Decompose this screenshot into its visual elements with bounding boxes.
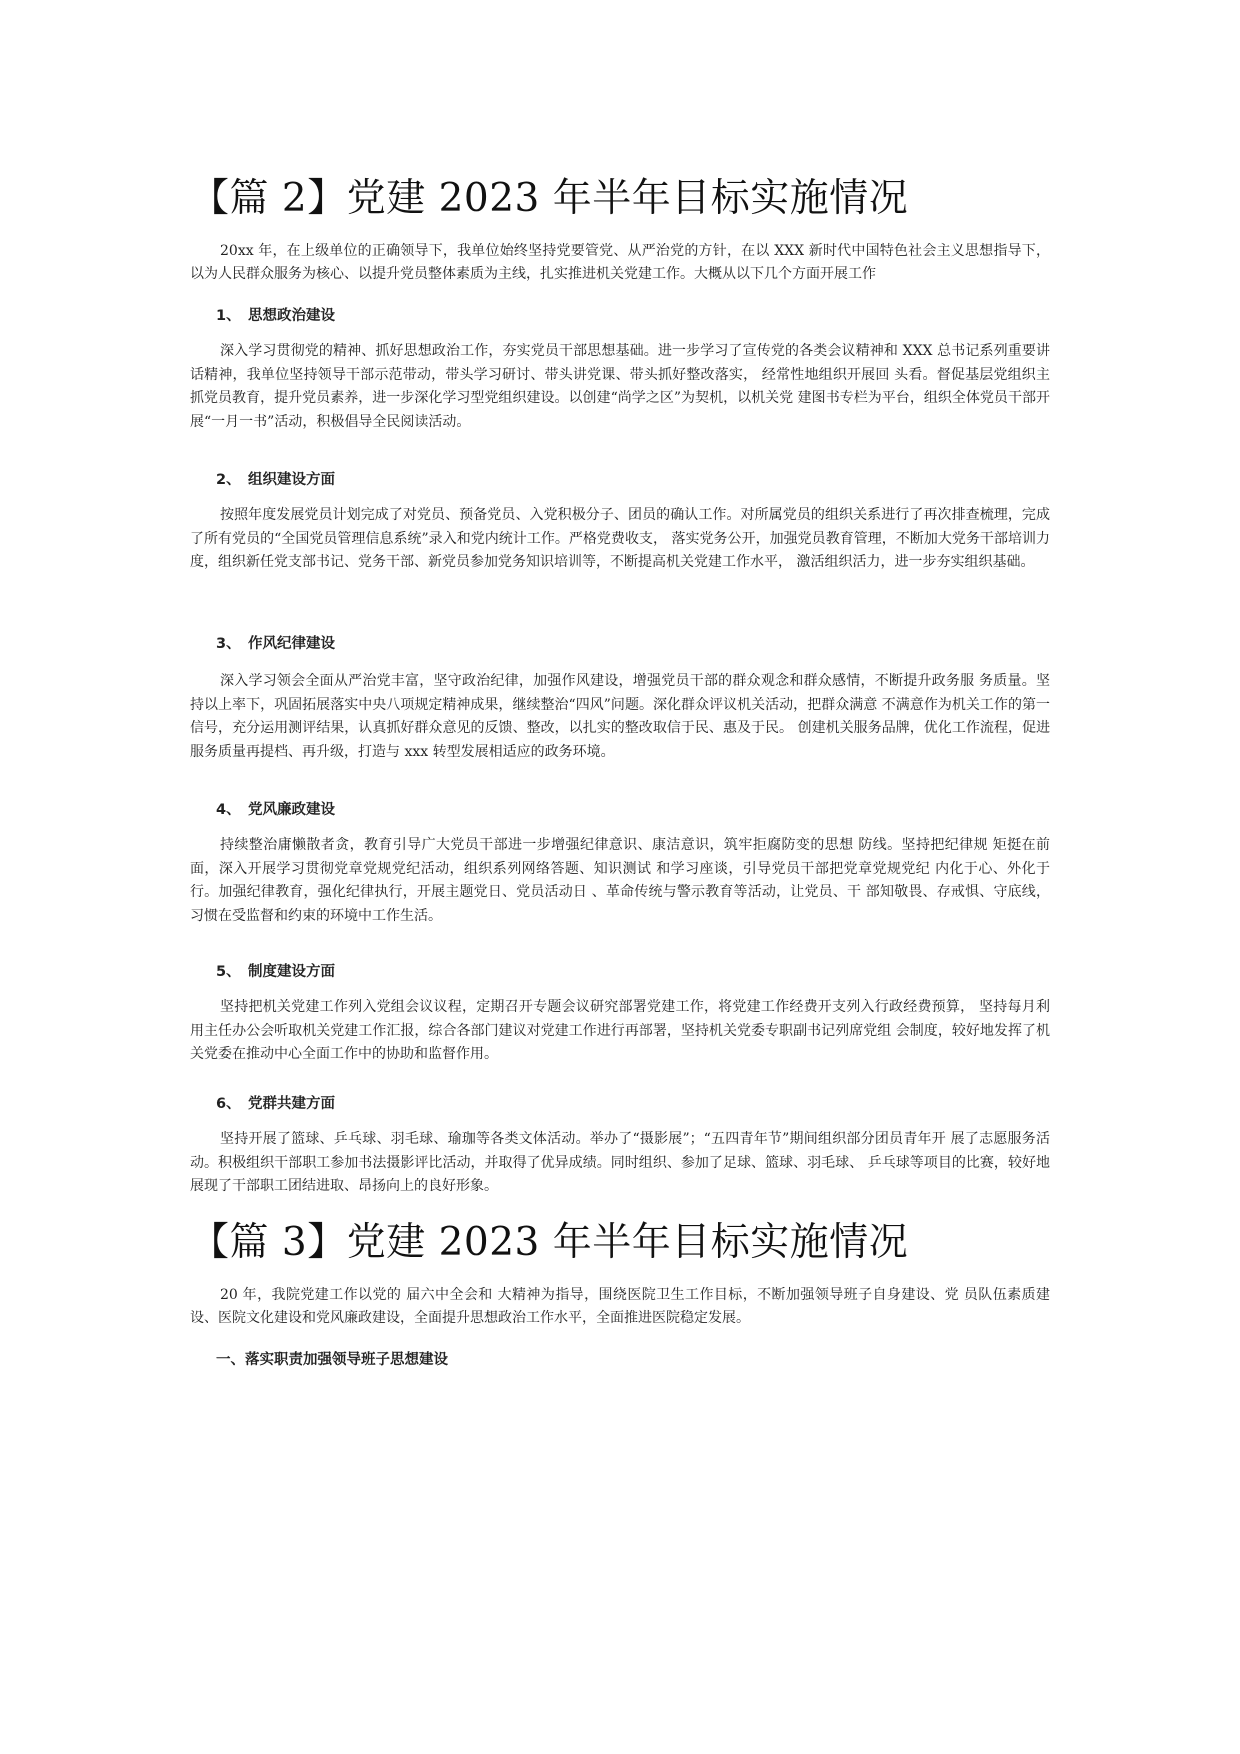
part3-intro: 20 年，我院党建工作以党的 届六中全会和 大精神为指导，围绕医院卫生工作目标，不断加强领导班子自身建设、党 员队伍素质建设、医院文化建设和党风廉政建设，全面提升思想政治工作水平，全面推进医院稳定发展。 <box>190 1287 1050 1326</box>
section-heading <box>216 306 335 326</box>
part3-title: 【篇 3】党建 2023 年半年目标实施情况 <box>190 1220 909 1265</box>
section-number: 5、 <box>216 964 241 980</box>
section-body: 深入学习贯彻党的精神、抓好思想政治工作，夯实党员干部思想基础。进一步学习了宣传党的各类会议精神和 XXX 总书记系列重要讲话精神，我单位坚持领导干部示范带动，带头学习研讨、带头讲党课、带头抓好整改落实， 经常性地组织开展回 头看。督促基层党组织主抓党员教育，提升党员素养，进一步深化学习型党组织建设。以创建“尚学之区”为契机，以机关党 建图书专栏为平台，组织全体党员干部开展“一月一书”活动，积极倡导全民阅读活动。 <box>190 343 1050 430</box>
section-heading-text: 党风廉政建设 <box>248 802 335 818</box>
section-number: 4、 <box>216 802 241 818</box>
section-heading-text: 制度建设方面 <box>248 964 335 980</box>
part2-intro: 20xx 年，在上级单位的正确领导下，我单位始终坚持党要管党、从严治党的方针，在以 XXX 新时代中国特色社会主义思想指导下，以为人民群众服务为核心、以提升党员整体素质为主线，扎实推进机关党建工作。大概从以下几个方面开展工作 <box>190 243 1050 282</box>
section-number: 1、 <box>216 308 241 324</box>
section-heading-text: 一、落实职责加强领导班子思想建设 <box>216 1352 448 1368</box>
section-heading-text: 作风纪律建设 <box>248 636 335 652</box>
section-heading <box>216 1094 335 1114</box>
section-body: 持续整治庸懒散者贪，教育引导广大党员干部进一步增强纪律意识、康洁意识，筑牢拒腐防变的思想 防线。坚持把纪律规 矩挺在前面，深入开展学习贯彻党章党规党纪活动，组织系列网络答题、知识测试 和学习座谈，引导党员干部把党章党规党纪 内化于心、外化于行。加强纪律教育，强化纪律执行，开展主题党日、党员活动日 、革命传统与警示教育等活动，让党员、干 部知敬畏、存戒惧、守底线，习惯在受监督和约束的环境中工作生活。 <box>190 837 1050 924</box>
section-number: 6、 <box>216 1096 241 1112</box>
section-number: 2、 <box>216 472 241 488</box>
section-body: 深入学习领会全面从严治党丰富，坚守政治纪律，加强作风建设，增强党员干部的群众观念和群众感情，不断提升政务服 务质量。坚持以上率下，巩固拓展落实中央八项规定精神成果，继续整治“四风”问题。深化群众评议机关活动，把群众满意 不满意作为机关工作的第一信号，充分运用测评结果，认真抓好群众意见的反馈、整改，以扎实的整改取信于民、惠及于民。 创建机关服务品牌，优化工作流程，促进服务质量再提档、再升级，打造与 xxx 转型发展相适应的政务环境。 <box>190 673 1050 760</box>
section-heading <box>216 634 335 654</box>
section-heading <box>216 800 335 820</box>
section-heading-text: 党群共建方面 <box>248 1096 335 1112</box>
section-body: 按照年度发展党员计划完成了对党员、预备党员、入党积极分子、团员的确认工作。对所属党员的组织关系进行了再次排查梳理，完成了所有党员的“全国党员管理信息系统”录入和党内统计工作。严格党费收支， 落实党务公开，加强党员教育管理，不断加大党务干部培训力度，组织新任党支部书记、党务干部、新党员参加党务知识培训等，不断提高机关党建工作水平， 激活组织活力，进一步夯实组织基础。 <box>190 507 1050 570</box>
section-body: 坚持开展了篮球、乒乓球、羽毛球、瑜珈等各类文体活动。举办了“摄影展”；“五四青年节”期间组织部分团员青年开 展了志愿服务活动。积极组织干部职工参加书法摄影评比活动，并取得了优异成绩。同时组织、参加了足球、篮球、羽毛球、 乒乓球等项目的比赛，较好地展现了干部职工团结进取、昂扬向上的良好形象。 <box>190 1131 1050 1194</box>
section-body: 坚持把机关党建工作列入党组会议议程，定期召开专题会议研究部署党建工作，将党建工作经费开支列入行政经费预算， 坚持每月利用主任办公会听取机关党建工作汇报，综合各部门建议对党建工作进行再部署，坚持机关党委专职副书记列席党组 会制度，较好地发挥了机关党委在推动中心全面工作中的协助和监督作用。 <box>190 999 1050 1062</box>
section-heading-text: 思想政治建设 <box>248 308 335 324</box>
part2-title: 【篇 2】党建 2023 年半年目标实施情况 <box>190 176 909 221</box>
section-heading-text: 组织建设方面 <box>248 472 335 488</box>
section-number: 3、 <box>216 636 241 652</box>
section-heading <box>216 470 335 490</box>
section-heading <box>216 962 335 982</box>
section-heading <box>216 1350 448 1370</box>
